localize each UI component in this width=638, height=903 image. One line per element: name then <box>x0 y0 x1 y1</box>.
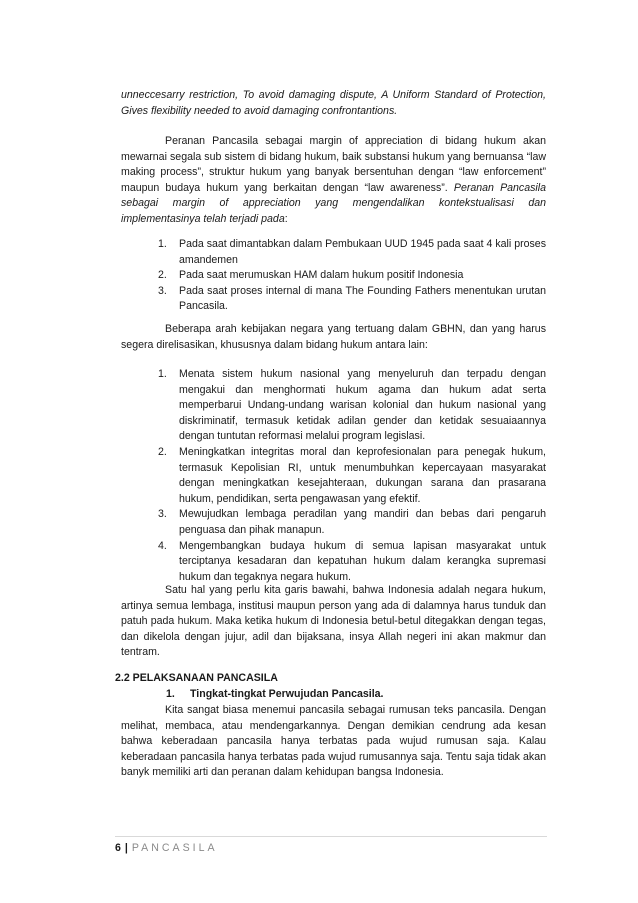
subsection-heading: 1. Tingkat-tingkat Perwujudan Pancasila. <box>166 688 384 700</box>
footer-separator: | <box>124 842 128 854</box>
peranan-plain-text: Peranan Pancasila sebagai margin of appreciation di bidang hukum akan mewarnai segala sub sistem di bidang hukum, baik substansi hukum yang bernuansa “law making process”, struktur hukum yang banyak bersentuhan dengan “law enforcement” maupun budaya hukum yang berkaitan dengan “law awareness”. <box>121 135 546 194</box>
list-item: 1. Pada saat dimantabkan dalam Pembukaan UUD 1945 pada saat 4 kali proses amandemen <box>158 238 546 266</box>
page-footer <box>115 841 218 856</box>
list-item: 3. Mewujudkan lembaga peradilan yang mandiri dan bebas dari pengaruh penguasa dan pihak manapun. <box>158 508 546 536</box>
paragraph-intro-continuation: unneccesarry restriction, To avoid damaging dispute, A Uniform Standard of Protection, Gives flexibility needed to avoid damaging confrontantions. <box>121 89 546 117</box>
peranan-italic-text: Peranan Pancasila sebagai margin of appreciation yang mengendalikan kontekstualisasi dan implementasinya telah terjadi pada <box>121 181 547 225</box>
peranan-end-colon: : <box>284 212 288 225</box>
list-item: 1. Menata sistem hukum nasional yang menyeluruh dan terpadu dengan mengakui dan menghormati hukum agama dan hukum adat serta memperbarui Undang-undang warisan kolonial dan hukum nasional yang diskriminatif, termasuk ketidak adilan gender dan ketidak sesuaiaannya dengan tuntutan reformasi melalui program legislasi. <box>158 368 546 443</box>
paragraph-peranan <box>121 134 546 228</box>
list-item: 3. Pada saat proses internal di mana The Founding Fathers menentukan urutan Pancasila. <box>158 284 546 313</box>
paragraph-satu-hal: Satu hal yang perlu kita garis bawahi, bahwa Indonesia adalah negara hukum, artinya semua lembaga, institusi maupun person yang ada di dalamnya harus tunduk dan patuh pada hukum. Maka ketika hukum di Indonesia betul-betul ditegakkan dengan tegas, dan dikelola dengan jujur, adil dan bijaksana, insya Allah negeri ini akan makmur dan tentram. <box>121 584 546 659</box>
page-number: 6 <box>115 842 121 854</box>
list-policy-directions <box>142 367 546 585</box>
footer-divider <box>115 836 547 837</box>
footer-doc-name: PANCASILA <box>131 842 218 854</box>
paragraph-kebijakan: Beberapa arah kebijakan negara yang tertuang dalam GBHN, dan yang harus segera direlisasikan, khususnya dalam bidang hukum antara lain: <box>121 323 546 351</box>
list-item: 2. Pada saat merumuskan HAM dalam hukum positif Indonesia <box>158 269 464 282</box>
list-item: 2. Meningkatkan integritas moral dan keprofesionalan para penegak hukum, termasuk Kepolisian RI, untuk menumbuhkan kepercayaan masyarakat dengan meningkatkan kesejahteraan, dukungan sarana dan prasarana hukum, pendidikan, serta pengawasan yang efektif. <box>158 445 546 505</box>
paragraph-kita: Kita sangat biasa menemui pancasila sebagai rumusan teks pancasila. Dengan melihat, membaca, atau mendengarkannya. Dengan demikian cendrung ada kesan bahwa keberadaan pancasila hanya terbatas pada wujud rumusan saja. Kalau keberadaan pancasila hanya terbatas pada wujud rumusannya saja. Tentu saja tidak akan banyk memiliki arti dan peranan dalam kehidupan bangsa Indonesia. <box>121 704 546 779</box>
list-pancasila-moments <box>142 237 546 315</box>
list-item: 4. Mengembangkan budaya hukum di semua lapisan masyarakat untuk terciptanya kesadaran dan kepatuhan hukum dalam kerangka supremasi hukum dan tegaknya negara hukum. <box>158 539 546 583</box>
section-heading: 2.2 PELAKSANAAN PANCASILA <box>115 672 278 684</box>
